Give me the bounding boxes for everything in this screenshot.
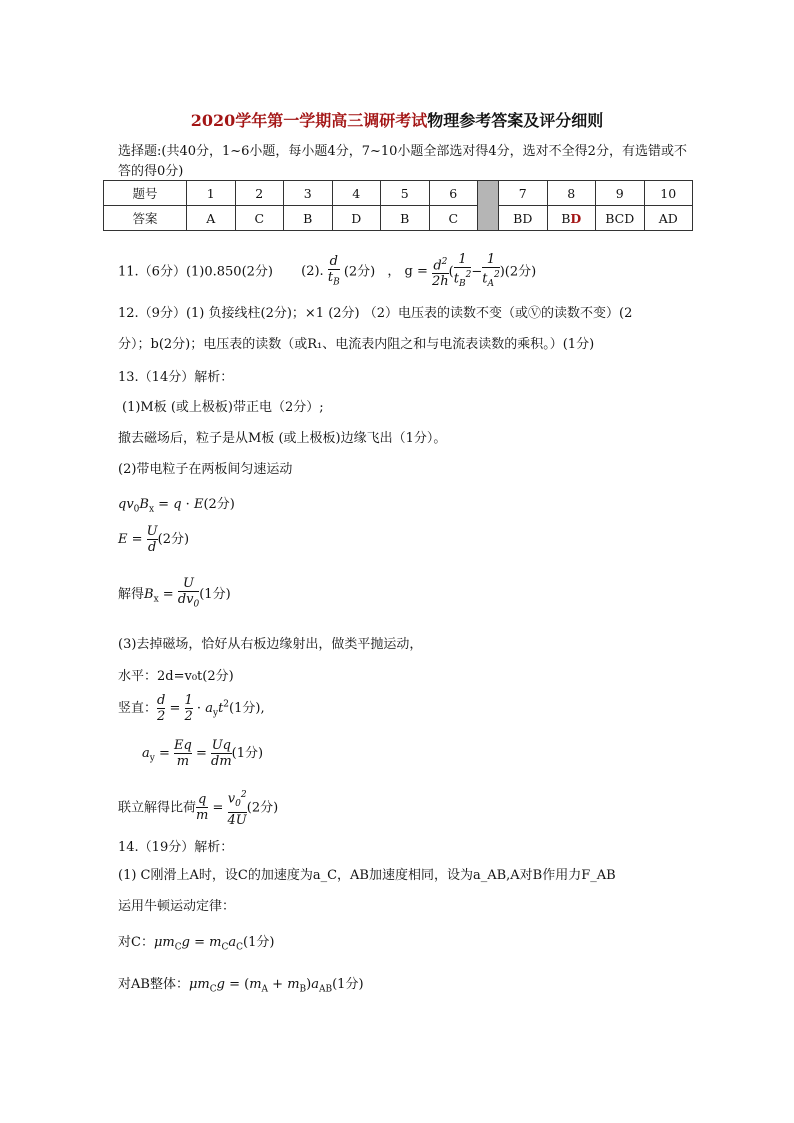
formula-uq-over-dm: $\frac{Uq}{dm}$: [211, 738, 232, 769]
q14-ab-score: (1分): [332, 977, 364, 992]
q13-line2: 撤去磁场后，粒子是从M板 (或上极板)边缘飞出（1分）。: [118, 431, 447, 446]
page-title: [0, 108, 794, 131]
formula-u-over-dv0: $\frac{U}{dv_0}$: [178, 576, 199, 613]
table-cell: 7: [499, 181, 548, 206]
formula-1-over-tb2: $\frac{1}{t_B^2}$: [454, 252, 472, 292]
q13-eq3: 解得$B_x$ = $\frac{U}{dv_0}$ (1分): [118, 576, 231, 613]
table-cell: 10: [644, 181, 693, 206]
q14-c-score: (1分): [243, 935, 275, 950]
formula-g: $\frac{d^2}{2h}$: [432, 256, 449, 290]
q13-eq3-score: (1分): [199, 586, 231, 602]
formula-d-over-2: $\frac{d}{2}$: [157, 693, 166, 724]
q11-line: 11.（6分）(1)0.850(2分) (2). $\frac{d}{t_B}$ (2分) ， g = $\frac{d^2}{2h}$ ( $\frac{1}{t_B^2}$ − $\frac{1}{t_A^2}$ )(2分): [118, 252, 536, 292]
q14-c-label: 对C：: [118, 935, 154, 950]
table-cell: 9: [596, 181, 645, 206]
table-row: [104, 206, 693, 231]
formula-u-over-d: $\frac{U}{d}$: [146, 524, 158, 555]
formula-eq-over-m: $\frac{Eq}{m}$: [174, 738, 192, 769]
q13-solve-label: 解得: [118, 586, 145, 602]
formula-d-over-tb: $\frac{d}{t_B}$: [328, 254, 340, 291]
formula-v0sq-over-4u: $\frac{v_0^2}{4U}$: [227, 790, 247, 828]
q12-line2: 分）；b(2分)；电压表的读数（或R₁、电流表内阻之和与电流表读数的乘积。）(1分): [118, 337, 595, 352]
table-cell: B: [284, 206, 333, 231]
q13-eq4: 竖直： $\frac{d}{2}$ = $\frac{1}{2}$ · $a_yt^2(1$分),: [118, 693, 265, 724]
q11-prefix: 11.（6分）(1)0.850(2分): [118, 264, 273, 280]
formula-q-over-m: $\frac{q}{m}$: [196, 792, 209, 824]
gray-divider: [478, 181, 499, 231]
row-label-answer: 答案: [104, 206, 187, 231]
table-cell: 1: [187, 181, 236, 206]
table-cell: A: [187, 206, 236, 231]
q13-eq2: E = $\frac{U}{d}$ (2分): [118, 524, 190, 555]
q13-combine-label: 联立解得比荷: [118, 800, 197, 816]
q13-vertical-label: 竖直：: [118, 701, 158, 716]
table-cell: [547, 206, 596, 231]
q13-eq6: 联立解得比荷 $\frac{q}{m}$ = $\frac{v_0^2}{4U}$ (2分): [118, 790, 279, 828]
q13-eq5-score: (1分): [231, 746, 264, 761]
table-row: [104, 181, 693, 206]
q14-head: 14.（19分）解析：: [118, 840, 234, 855]
table-cell: 8: [547, 181, 596, 206]
answer-8-highlight: D: [570, 210, 582, 226]
formula-half: $\frac{1}{2}$: [184, 693, 193, 724]
formula-1-over-ta2: $\frac{1}{t_A^2}$: [482, 252, 499, 292]
q14-eq-c: 对C：$\mu m_Cg = m_Ca_C(1$分): [118, 935, 275, 953]
choice-intro: 选择题:(共40分，1~6小题，每小题4分，7~10小题全部选对得4分，选对不全得2分，有选错或不答的得0分): [118, 144, 687, 179]
table-cell: 6: [429, 181, 478, 206]
table-cell: 2: [235, 181, 284, 206]
q12-line1: 12.（9分）(1) 负接线柱(2分)；×1 (2分) （2）电压表的读数不变（或Ⓥ的读数不变）(2: [118, 306, 633, 321]
q14-line1: (1) C刚滑上A时，设C的加速度为a_C，AB加速度相同，设为a_AB,A对B作用力F_AB: [118, 868, 616, 883]
q13-eq6-score: (2分): [246, 800, 279, 816]
q13-eq1-score: (2分): [203, 497, 235, 512]
table-cell: 5: [381, 181, 430, 206]
q13-horizontal: 水平：2d=v₀t(2分): [118, 669, 234, 684]
title-black-part: 物理参考答案及评分细则: [427, 111, 604, 130]
table-cell: 4: [332, 181, 381, 206]
row-label-number: 题号: [104, 181, 187, 206]
title-red-part: 2020学年第一学期高三调研考试: [190, 111, 428, 130]
answer-table: [103, 180, 693, 231]
q14-eq-ab: 对AB整体：$\mu m_Cg = (m_A + m_B)a_{AB}(1$分): [118, 977, 364, 995]
q13-eq2-score: (2分): [157, 532, 190, 547]
table-cell: C: [235, 206, 284, 231]
table-cell: B: [381, 206, 430, 231]
table-cell: C: [429, 206, 478, 231]
answer-8-text: B: [561, 210, 571, 226]
table-cell: D: [332, 206, 381, 231]
q13-eq5: $a_y$ = $\frac{Eq}{m}$ = $\frac{Uq}{dm}$ (1分): [142, 738, 264, 769]
table-cell: BD: [499, 206, 548, 231]
q13-line4: (3)去掉磁场，恰好从右板边缘射出，做类平抛运动，: [118, 637, 423, 652]
q11-part2: (2).: [301, 264, 324, 280]
q13-line3: (2)带电粒子在两板间匀速运动: [118, 462, 293, 477]
q13-eq4-score: (1分),: [229, 701, 265, 716]
q11-g-eq: ， g =: [387, 264, 428, 280]
q14-line2: 运用牛顿运动定律：: [118, 899, 236, 914]
q13-head: 13.（14分）解析：: [118, 370, 234, 385]
table-cell: BCD: [596, 206, 645, 231]
table-cell: 3: [284, 181, 333, 206]
q14-ab-label: 对AB整体：: [118, 977, 189, 992]
q13-eq1: $qv_0B_x = q \cdot E(2$分): [118, 497, 235, 515]
q11-score-g: (2分): [504, 264, 537, 280]
q11-score-d: (2分): [343, 264, 376, 280]
q13-line1: (1)M板 (或上极板)带正电（2分）;: [122, 400, 324, 415]
table-cell: AD: [644, 206, 693, 231]
